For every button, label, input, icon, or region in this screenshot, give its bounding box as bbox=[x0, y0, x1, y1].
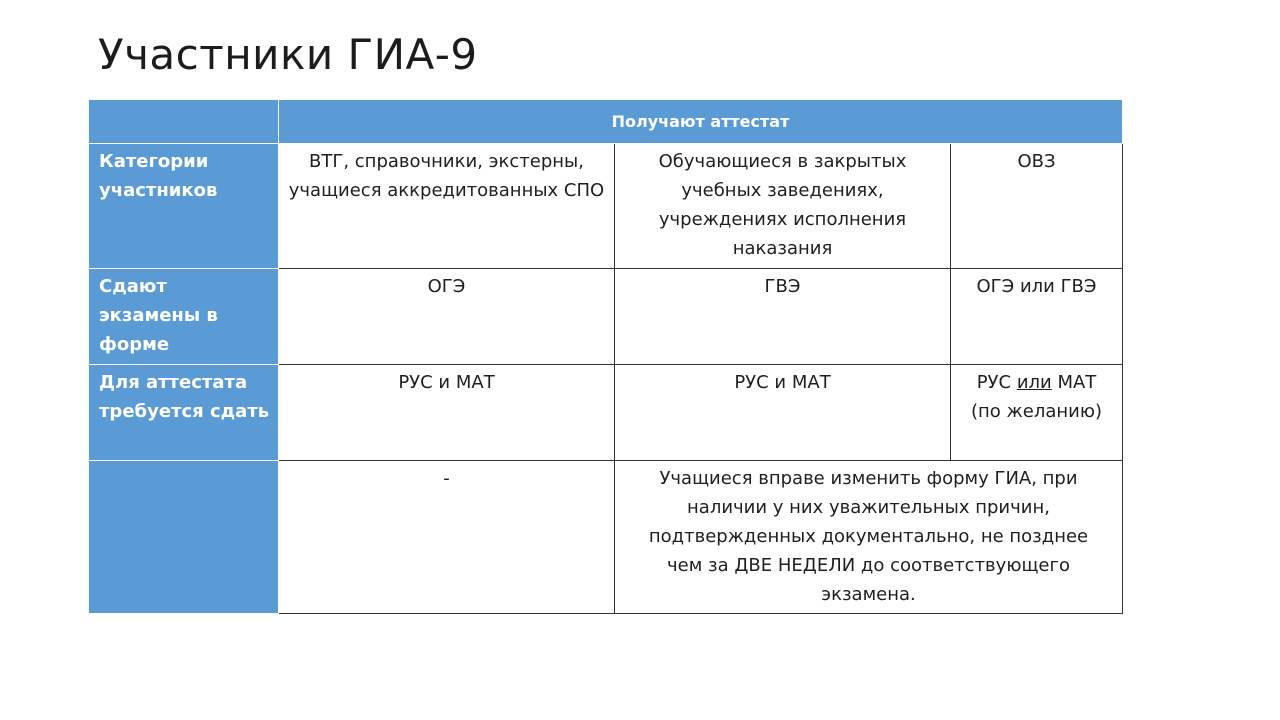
row-label-categories: Категории участников bbox=[89, 144, 279, 269]
table-header-row bbox=[89, 100, 1123, 144]
cell-exam-form-oge: ОГЭ bbox=[279, 269, 615, 365]
slide-title: Участники ГИА-9 bbox=[98, 30, 478, 79]
header-receive-certificate: Получают аттестат bbox=[279, 100, 1123, 144]
cell-required-ovz bbox=[951, 365, 1123, 461]
row-label-exam-form: Сдают экзамены в форме bbox=[89, 269, 279, 365]
cell-exam-form-gve: ГВЭ bbox=[615, 269, 951, 365]
ovz-part1: РУС bbox=[976, 372, 1017, 393]
header-corner-cell bbox=[89, 100, 279, 144]
cell-categories-ovz: ОВЗ bbox=[951, 144, 1123, 269]
cell-change-form-dash: - bbox=[279, 461, 615, 614]
table-row-categories bbox=[89, 144, 1123, 269]
cell-required-rus-mat-1: РУС и МАТ bbox=[279, 365, 615, 461]
ovz-part2: МАТ bbox=[1051, 372, 1097, 393]
table-row-exam-form bbox=[89, 269, 1123, 365]
cell-exam-form-oge-or-gve: ОГЭ или ГВЭ bbox=[951, 269, 1123, 365]
row-label-empty bbox=[89, 461, 279, 614]
cell-categories-vtg: ВТГ, справочники, экстерны, учащиеся аккредитованных СПО bbox=[279, 144, 615, 269]
table-row-change-form bbox=[89, 461, 1123, 614]
gia-participants-table bbox=[88, 99, 1123, 614]
cell-required-rus-mat-2: РУС и МАТ bbox=[615, 365, 951, 461]
cell-categories-closed-institutions: Обучающиеся в закрытых учебных заведениях, учреждениях исполнения наказания bbox=[615, 144, 951, 269]
ovz-note: (по желанию) bbox=[971, 401, 1102, 422]
row-label-required-exams: Для аттестата требуется сдать bbox=[89, 365, 279, 461]
ovz-underlined-or: или bbox=[1016, 372, 1052, 393]
cell-change-form-note: Учащиеся вправе изменить форму ГИА, при наличии у них уважительных причин, подтвержденных документально, не позднее чем за ДВЕ НЕДЕЛИ до соответствующего экзамена. bbox=[615, 461, 1123, 614]
table-row-required-exams bbox=[89, 365, 1123, 461]
